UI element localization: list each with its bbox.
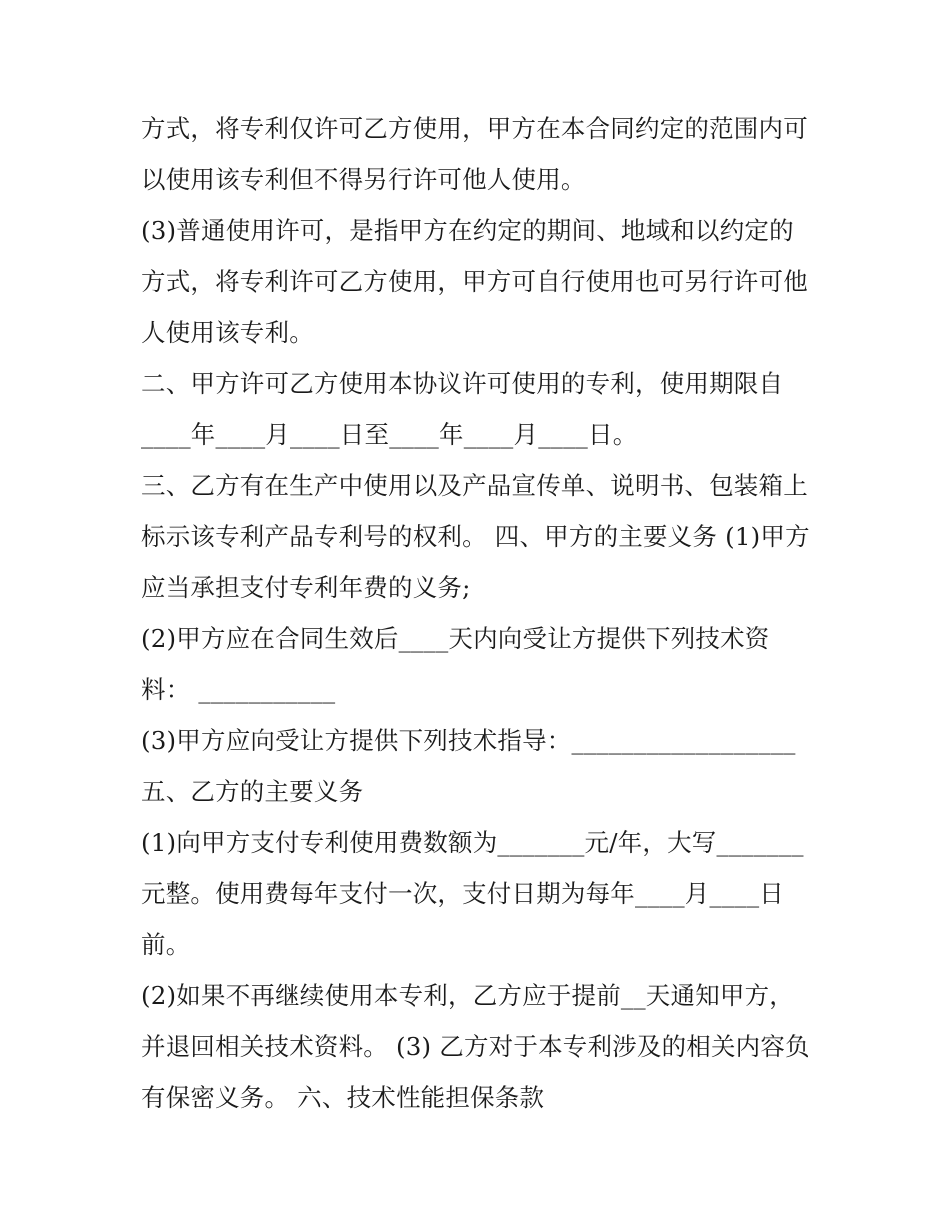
text-line: 料： ___________ bbox=[141, 675, 336, 704]
text-line: 三、乙方有在生产中使用以及产品宣传单、说明书、包装箱上 bbox=[141, 471, 808, 500]
text-line: (3)甲方应向受让方提供下列技术指导：__________________ bbox=[141, 726, 796, 755]
text-line: (3)普通使用许可，是指甲方在约定的期间、地域和以约定的 bbox=[141, 216, 794, 245]
text-line: 五、乙方的主要义务 bbox=[141, 777, 364, 806]
text-line: 二、甲方许可乙方使用本协议许可使用的专利，使用期限自 bbox=[141, 369, 784, 398]
text-line: 有保密义务。 六、技术性能担保条款 bbox=[141, 1083, 545, 1112]
text-line: 元整。使用费每年支付一次，支付日期为每年____月____日 bbox=[141, 879, 784, 908]
text-line: 方式，将专利许可乙方使用，甲方可自行使用也可另行许可他 bbox=[141, 267, 808, 296]
text-line: 标示该专利产品专利号的权利。 四、甲方的主要义务 (1)甲方 bbox=[141, 522, 810, 551]
text-line: ____年____月____日至____年____月____日。 bbox=[141, 420, 638, 449]
text-line: 应当承担支付专利年费的义务; bbox=[141, 573, 471, 602]
text-line: (1)向甲方支付专利使用费数额为_______元/年，大写_______ bbox=[141, 828, 804, 857]
text-line: 以使用该专利但不得另行许可他人使用。 bbox=[141, 165, 586, 194]
text-line: 人使用该专利。 bbox=[141, 318, 314, 347]
text-line: 前。 bbox=[141, 930, 191, 959]
text-line: (2)如果不再继续使用本专利，乙方应于提前__天通知甲方， bbox=[141, 981, 795, 1010]
text-line: (2)甲方应在合同生效后____天内向受让方提供下列技术资 bbox=[141, 624, 770, 653]
text-line: 方式，将专利仅许可乙方使用，甲方在本合同约定的范围内可 bbox=[141, 114, 808, 143]
text-line: 并退回相关技术资料。 (3) 乙方对于本专利涉及的相关内容负 bbox=[141, 1032, 810, 1061]
